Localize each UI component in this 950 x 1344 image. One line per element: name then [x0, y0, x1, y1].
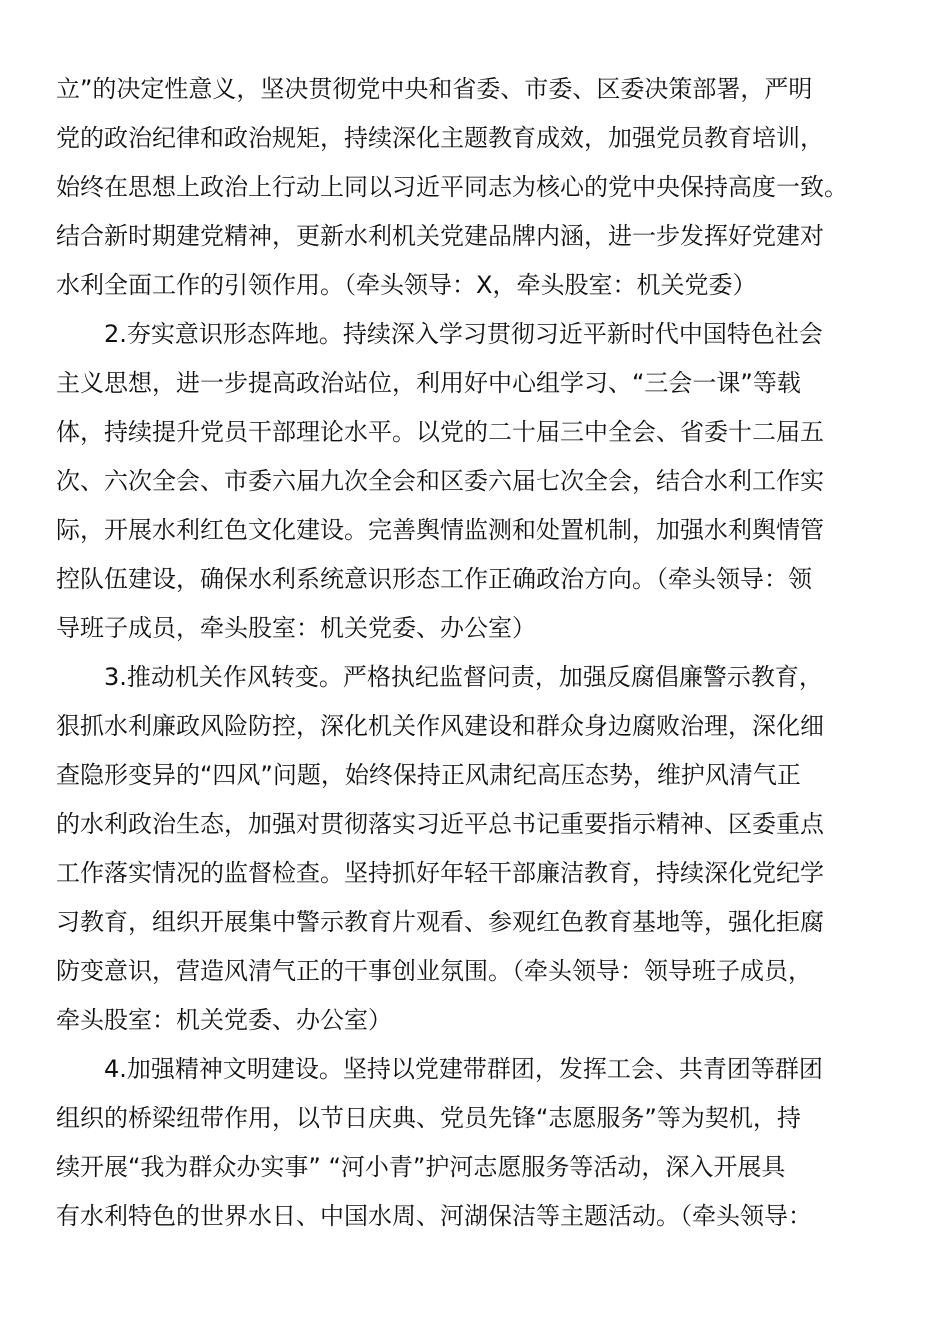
text-line: 结合新时期建党精神，更新水利机关党建品牌内涵，进一步发挥好党建对: [56, 222, 824, 250]
text-line: 始终在思想上政治上行动上同以习近平同志为核心的党中央保持高度一致。: [56, 173, 848, 201]
text-line: 组织的桥梁纽带作用，以节日庆典、党员先锋“志愿服务”等为契机，持: [56, 1104, 801, 1132]
text-line: 次、六次全会、市委六届九次全会和区委六届七次全会，结合水利工作实: [56, 467, 824, 495]
text-line: 导班子成员，牵头股室：机关党委、办公室）: [56, 614, 536, 642]
text-line: 党的政治纪律和政治规矩，持续深化主题教育成效，加强党员教育培训，: [56, 124, 824, 152]
text-line: 立”的决定性意义，坚决贯彻党中央和省委、市委、区委决策部署，严明: [56, 75, 813, 103]
text-line: 防变意识，营造风清气正的干事创业氛围。（牵头领导：领导班子成员，: [56, 957, 812, 985]
text-line: 3.推动机关作风转变。严格执纪监督问责，加强反腐倡廉警示教育，: [104, 663, 823, 691]
text-line: 有水利特色的世界水日、中国水周、河湖保洁等主题活动。（牵头领导：: [56, 1202, 812, 1230]
text-line: 工作落实情况的监督检查。坚持抓好年轻干部廉洁教育，持续深化党纪学: [56, 859, 824, 887]
text-line: 控队伍建设，确保水利系统意识形态工作正确政治方向。（牵头领导：领: [56, 565, 812, 593]
text-line: 习教育，组织开展集中警示教育片观看、参观红色教育基地等，强化拒腐: [56, 908, 824, 936]
text-line: 狠抓水利廉政风险防控，深化机关作风建设和群众身边腐败治理，深化细: [56, 712, 824, 740]
paragraph-3: [56, 655, 892, 1047]
text-line: 际，开展水利红色文化建设。完善舆情监测和处置机制，加强水利舆情管: [56, 516, 824, 544]
document-body: [56, 67, 892, 1243]
text-line: 4.加强精神文明建设。坚持以党建带群团，发挥工会、共青团等群团: [104, 1055, 823, 1083]
text-line: 体，持续提升党员干部理论水平。以党的二十届三中全会、省委十二届五: [56, 418, 824, 446]
paragraph-4: [56, 1047, 892, 1243]
text-line: 主义思想，进一步提高政治站位，利用好中心组学习、“三会一课”等载: [56, 369, 801, 397]
text-line: 续开展“我为群众办实事” “河小青”护河志愿服务等活动，深入开展具: [56, 1153, 786, 1181]
text-line: 水利全面工作的引领作用。（牵头领导：X，牵头股室：机关党委）: [56, 271, 757, 299]
paragraph-2: [56, 312, 892, 655]
paragraph-1: [56, 67, 892, 312]
text-line: 2.夯实意识形态阵地。持续深入学习贯彻习近平新时代中国特色社会: [104, 320, 823, 348]
text-line: 牵头股室：机关党委、办公室）: [56, 1006, 392, 1034]
text-line: 查隐形变异的“四风”问题，始终保持正风肃纪高压态势，维护风清气正: [56, 761, 801, 789]
text-line: 的水利政治生态，加强对贯彻落实习近平总书记重要指示精神、区委重点: [56, 810, 824, 838]
